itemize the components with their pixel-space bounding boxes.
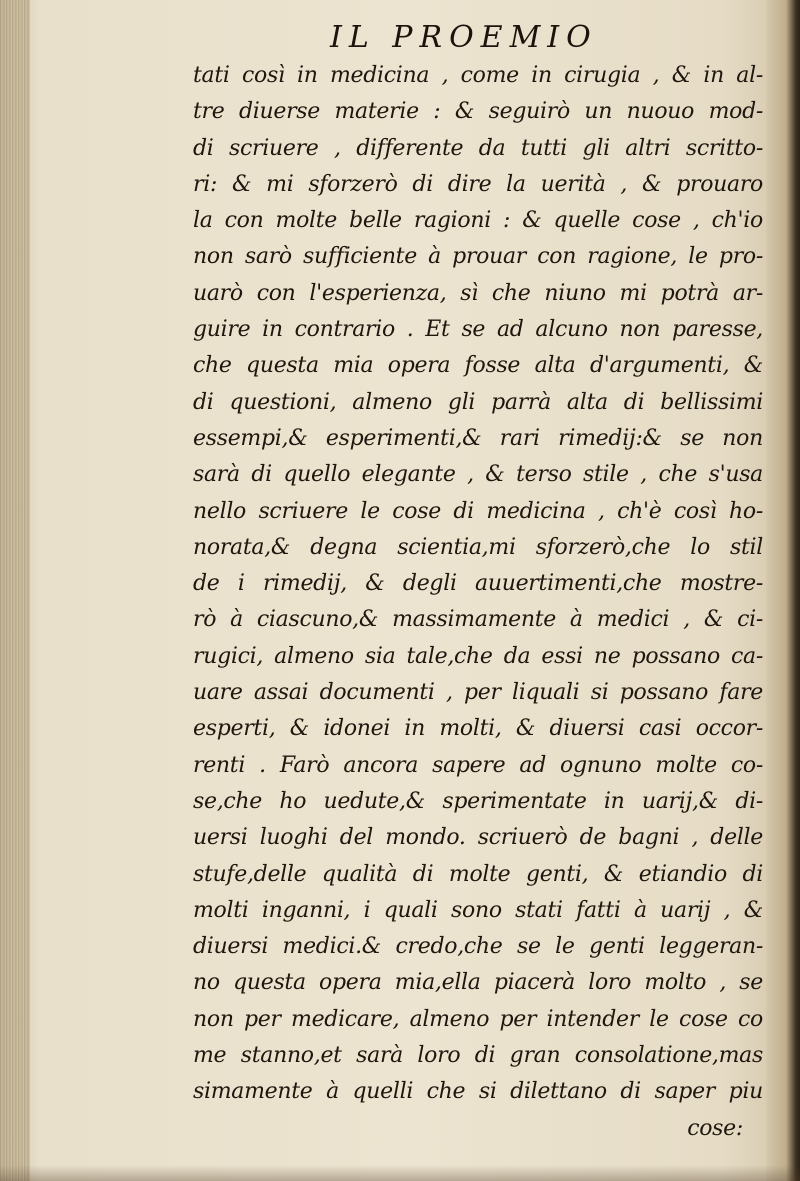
text-line: no questa opera mia,ella piacerà loro molto , se <box>193 970 763 996</box>
text-line: diuersi medici.& credo,che se le genti leggeran- <box>193 934 763 960</box>
text-line: ri: & mi sforzerò di dire la uerità , & prouaro <box>193 171 763 197</box>
text-line: stufe,delle qualità di molte genti, & etiandio di <box>193 861 763 887</box>
text-line: uare assai documenti , per liquali si possano fare <box>193 680 763 706</box>
page-fore-edge <box>766 0 800 1181</box>
text-line: non sarò sufficiente à prouar con ragione, le pro- <box>193 244 763 270</box>
text-line: tati così in medicina , come in cirugia , & in al- <box>193 63 763 88</box>
text-line: molti inganni, i quali sono stati fatti à uarij , & <box>193 897 763 923</box>
text-line: di questioni, almeno gli parrà alta di bellissimi <box>193 389 763 415</box>
text-line: guire in contrario . Et se ad alcuno non paresse, <box>193 317 763 343</box>
text-line: me stanno,et sarà loro di gran consolatione,mas <box>193 1043 763 1069</box>
page-bottom-shadow <box>0 1165 800 1181</box>
text-line: la con molte belle ragioni : & quelle cose , ch'io <box>193 208 763 234</box>
text-line: rò à ciascuno,& massimamente à medici , & ci- <box>193 607 763 633</box>
text-line: nello scriuere le cose di medicina , ch'è così ho- <box>193 498 763 524</box>
text-line: essempi,& esperimenti,& rari rimedij:& se non <box>193 425 763 451</box>
text-line: uersi luoghi del mondo. scriuerò de bagni , delle <box>193 825 763 851</box>
body-text <box>193 58 763 1147</box>
text-line: tre diuerse materie : & seguirò un nuouo mod- <box>193 99 763 125</box>
text-line: esperti, & idonei in molti, & diuersi casi occor- <box>193 716 763 742</box>
text-line: uarò con l'esperienza, sì che niuno mi potrà ar- <box>193 280 763 306</box>
text-line: norata,& degna scientia,mi sforzerò,che lo stil <box>193 534 763 560</box>
text-line: se,che ho uedute,& sperimentate in uarij,& di- <box>193 788 763 814</box>
text-line: de i rimedij, & degli auuertimenti,che mostre- <box>193 571 763 597</box>
text-line: simamente à quelli che si dilettano di saper piu <box>193 1079 763 1105</box>
text-line: di scriuere , differente da tutti gli altri scritto- <box>193 135 763 161</box>
running-head: IL PROEMIO <box>330 20 598 55</box>
catchword-line: cose: <box>687 1115 743 1141</box>
text-line: rugici, almeno sia tale,che da essi ne possano ca- <box>193 643 763 669</box>
text-line: sarà di quello elegante , & terso stile , che s'usa <box>193 462 763 488</box>
text-line: non per medicare, almeno per intender le cose co <box>193 1006 763 1032</box>
text-line: renti . Farò ancora sapere ad ognuno molte co- <box>193 752 763 778</box>
page-binding-edge <box>0 0 30 1181</box>
text-line: che questa mia opera fosse alta d'argumenti, & <box>193 353 763 379</box>
